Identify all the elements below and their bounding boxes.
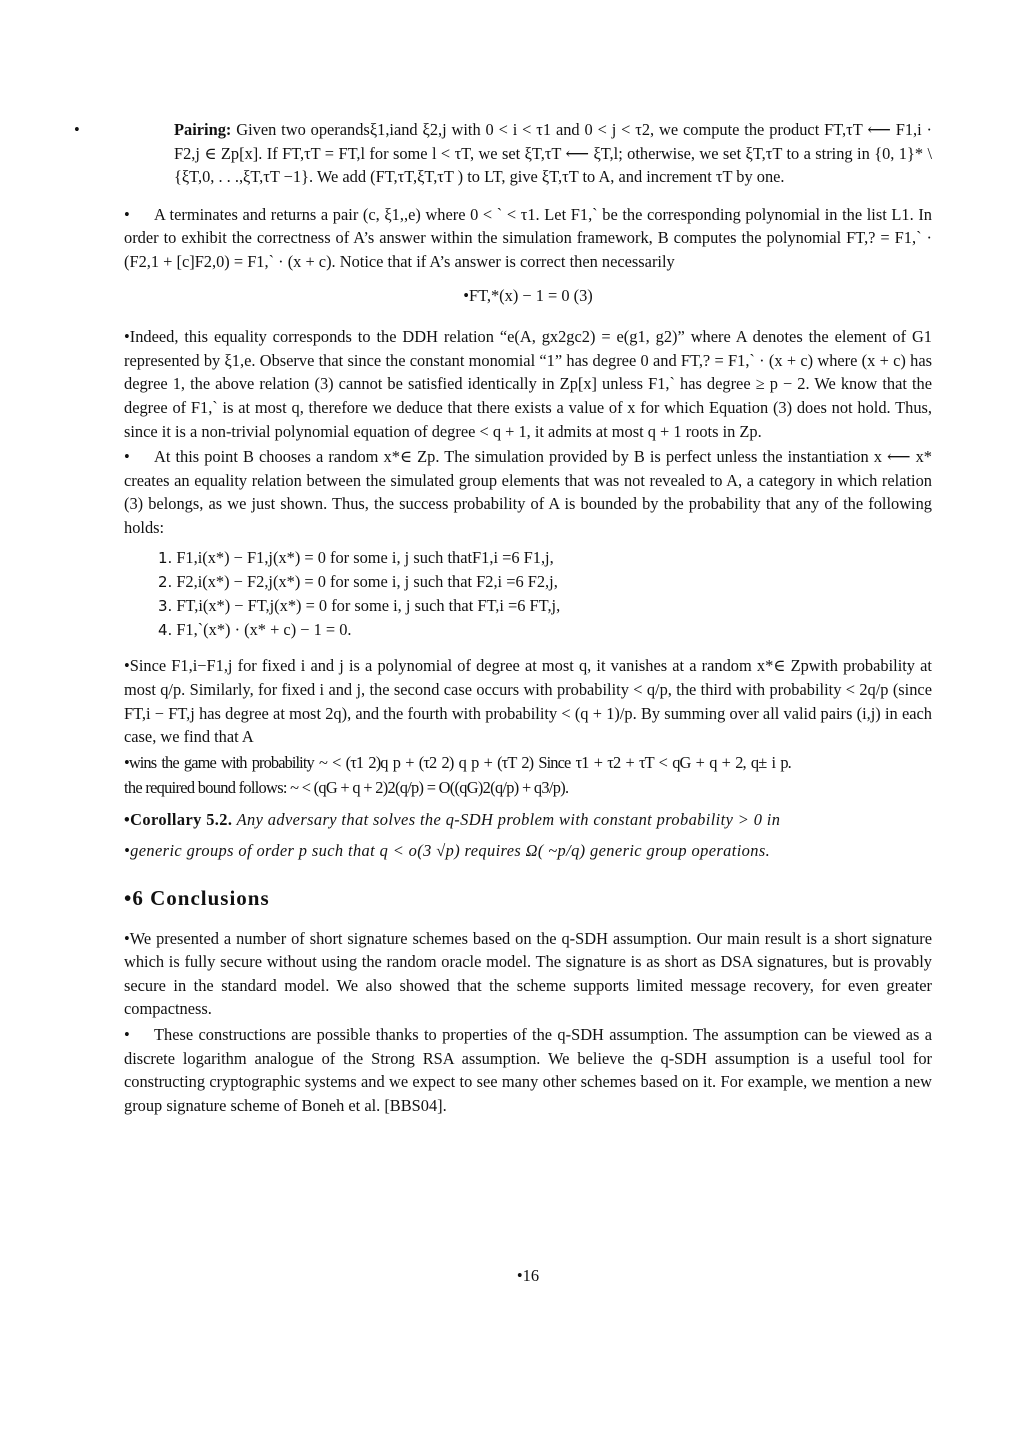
terminates-text: A terminates and returns a pair (c, ξ1,,e) where 0 < ` < τ1. Let F1,` be the corresponding polynomial in the list L1. In order to exhibit the correctness of A’s answer within the simulation framework, B computes the polynomial FT,? = F1,` · (F2,1 + [c]F2,0) = F1,` · (x + c). Notice that if A’s answer is correct then necessarily xyxy=(124,204,932,271)
page-number: •16 xyxy=(516,1266,540,1285)
conclusion-text-2: These constructions are possible thanks to properties of the q-SDH assumption. The assumption can be viewed as a discrete logarithm analogue of the Strong RSA assumption. We believe the q-SDH assumption is a useful tool for constructing cryptographic systems and we expect to see many other schemes based on it. For example, we mention a new group signature scheme of Boneh et al. [BBS04]. xyxy=(124,1025,932,1115)
conclusion-paragraph-2 xyxy=(124,1023,932,1117)
bound-line: the required bound follows: ~ < (qG + q + 2)2(q/p) = O((qG)2(q/p) + q3/p). xyxy=(124,778,569,798)
indeed-paragraph: •Indeed, this equality corresponds to the DDH relation “e(A, gx2gc2) = e(g1, g2)” where A denotes the element of G1 represented by ξ1,e. Observe that since the constant monomial “1” has degree 0 and FT,? = F1,` · (x + c) where (x + c) has degree 1, the above relation (3) cannot be satisfied identically in Zp[x] unless F1,` has degree ≥ p − 2. We know that the degree of F1,` is at most q, therefore we deduce that there exists a value of x for which Equation (3) does not hold. Thus, since it is a non-trivial polynomial equation of degree < q + 1, it admits at most q + 1 roots in Zp. xyxy=(124,327,932,441)
probability-cases-list xyxy=(158,546,932,643)
conclusion-paragraph-1: •We presented a number of short signature schemes based on the q-SDH assumption. Our main result is a short signature which is fully secure without using the random oracle model. The signature is as short as DSA signatures, but is provably secure in the standard model. We also showed that the scheme supports limited message recovery, for even greater compactness. xyxy=(124,928,932,1019)
at-this-point-paragraph xyxy=(124,445,932,539)
list-item: 4. F1,`(x*) · (x* + c) − 1 = 0. xyxy=(158,620,352,640)
corollary-line-1: Any adversary that solves the q-SDH problem with constant probability > 0 in xyxy=(236,809,781,829)
bullet: • xyxy=(124,1025,130,1045)
at-this-point-text: At this point B chooses a random x*∈ Zp. The simulation provided by B is perfect unless the instantiation x ⟵ x* creates an equality relation between the simulated group elements that was not revealed to A, a category in which relation (3) belongs, as we just shown. Thus, the success probability of A is bounded by the probability that any of the following holds: xyxy=(124,447,932,537)
pairing-label: Pairing: xyxy=(174,120,232,139)
list-item: 1. F1,i(x*) − F1,j(x*) = 0 for some i, j such thatF1,i =6 F1,j, xyxy=(158,547,554,567)
terminates-paragraph xyxy=(124,203,932,274)
equation-3: •FT,*(x) − 1 = 0 (3) xyxy=(463,285,593,305)
bullet: • xyxy=(74,120,80,139)
since-paragraph: •Since F1,i−F1,j for fixed i and j is a polynomial of degree at most q, it vanishes at a random x*∈ Zpwith probability at most q/p. Similarly, for fixed i and j, the second case occurs with probability < q/p, the third with probability < 2q/p (since FT,i − FT,j has degree at most 2q), and the fourth with probability < (q + 1)/p. By summing over all valid pairs (i,j) in each case, we find that A xyxy=(124,656,932,747)
section-heading: •6 Conclusions xyxy=(124,886,270,911)
bullet: • xyxy=(124,447,130,467)
corollary-line-2: •generic groups of order p such that q < o(3 √p) requires Ω( ~p/q) generic group operations. xyxy=(124,841,771,861)
wins-line: •wins the game with probability ~ < (τ1 2)q p + (τ2 2) q p + (τT 2) Since τ1 + τ2 + τT < qG + q + 2, q± i p. xyxy=(124,752,791,772)
list-item: 3. FT,i(x*) − FT,j(x*) = 0 for some i, j such that FT,i =6 FT,j, xyxy=(158,595,561,615)
list-item: 2. F2,i(x*) − F2,j(x*) = 0 for some i, j such that F2,i =6 F2,j, xyxy=(158,571,558,591)
bullet: • xyxy=(124,204,130,224)
pairing-paragraph xyxy=(74,118,933,189)
corollary-label: •Corollary 5.2. xyxy=(124,809,233,829)
page-body xyxy=(74,118,933,1285)
pairing-text: Given two operandsξ1,iand ξ2,j with 0 < i < τ1 and 0 < j < τ2, we compute the product FT,τT ⟵ F1,i · F2,j ∈ Zp[x]. If FT,τT = FT,l for some l < τT, we set ξT,τT ⟵ ξT,l; otherwise, we set ξT,τT to a string in {0, 1}* \ {ξT,0, . . .,ξT,τT −1}. We add (FT,τT,ξT,τT ) to LT, give ξT,τT to A, and increment τT by one. xyxy=(174,120,933,187)
corollary xyxy=(124,808,932,832)
